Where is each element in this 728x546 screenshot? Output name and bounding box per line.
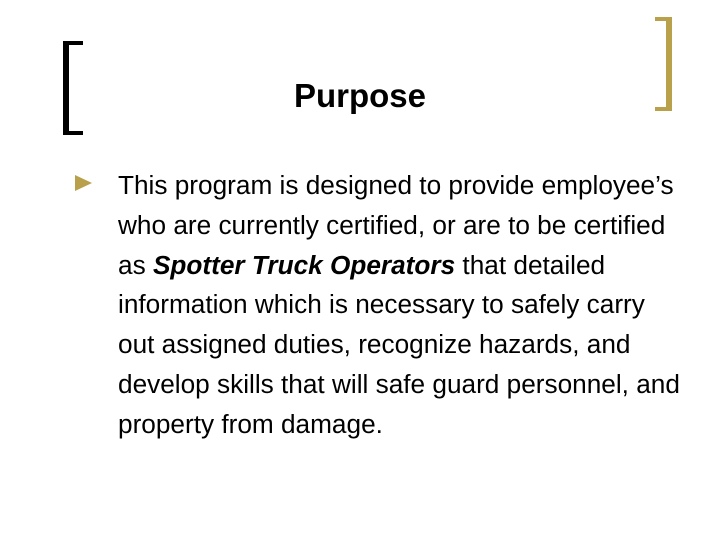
triangle-bullet-icon	[75, 175, 92, 191]
bullet-emphasis: Spotter Truck Operators	[152, 249, 456, 280]
right-bracket-decoration	[655, 17, 672, 111]
slide-title: Purpose	[293, 77, 427, 114]
bullet-text	[118, 166, 688, 445]
bullet-text-after: that detailed information which is necessary to safely carry out assigned duties, recognize hazards, and develop skills that will safe guard personnel, and property from damage.	[118, 249, 680, 439]
left-bracket-decoration	[63, 41, 83, 135]
bullet-text-before: This program is designed to provide employee’s who are currently certified, or are to be certified as	[118, 170, 674, 280]
